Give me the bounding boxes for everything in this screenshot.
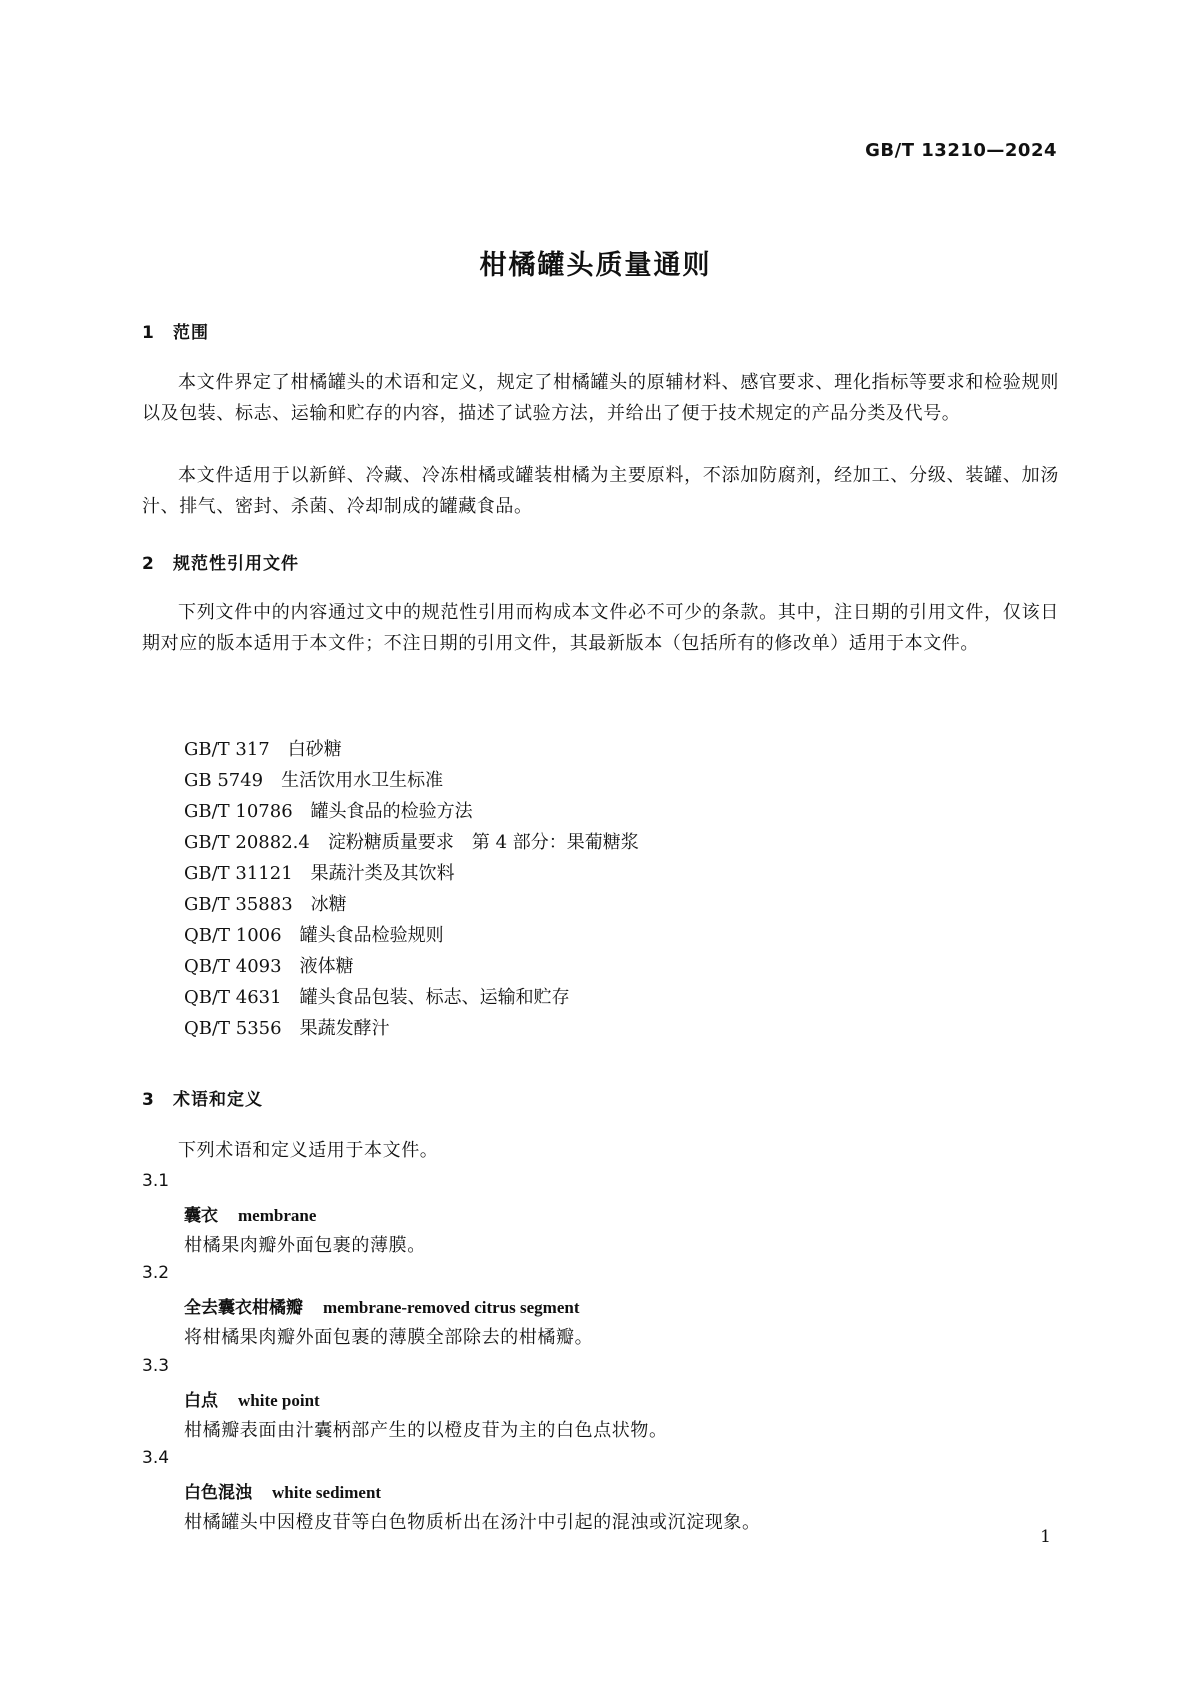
page-number: 1 [1040, 1527, 1051, 1547]
section-heading-terms [142, 1085, 263, 1110]
reference-list [184, 734, 639, 1044]
scope-paragraph-1: 本文件界定了柑橘罐头的术语和定义，规定了柑橘罐头的原辅材料、感官要求、理化指标等要求和检验规则以及包装、标志、运输和贮存的内容，描述了试验方法，并给出了便于技术规定的产品分类及代号。 [142, 372, 1059, 424]
reference-code: GB/T 20882.4 [184, 832, 310, 853]
section-title: 术语和定义 [173, 1090, 263, 1110]
term-name-zh: 白点 [184, 1391, 218, 1411]
reference-title: 罐头食品的检验方法 [310, 801, 473, 822]
term-name-zh: 全去囊衣柑橘瓣 [184, 1298, 303, 1318]
term-definition: 将柑橘果肉瓣外面包裹的薄膜全部除去的柑橘瓣。 [184, 1327, 594, 1348]
reference-code: GB/T 10786 [184, 801, 293, 822]
term-number: 3.2 [142, 1263, 170, 1283]
section-title: 规范性引用文件 [173, 554, 299, 574]
reference-title: 果蔬发酵汁 [299, 1018, 390, 1039]
reference-title: 罐头食品检验规则 [299, 925, 444, 946]
reference-item [184, 858, 639, 889]
term-name-en: white sediment [272, 1483, 382, 1502]
reference-code: QB/T 5356 [184, 1018, 282, 1039]
reference-item [184, 951, 639, 982]
term-number: 3.4 [142, 1448, 170, 1468]
section-number: 3 [142, 1090, 155, 1110]
section-heading-scope [142, 318, 209, 343]
reference-code: QB/T 4093 [184, 956, 282, 977]
reference-item [184, 1013, 639, 1044]
term-number: 3.3 [142, 1356, 170, 1376]
reference-title: 液体糖 [299, 956, 354, 977]
term-number: 3.1 [142, 1171, 170, 1191]
reference-item [184, 920, 639, 951]
terms-intro: 下列术语和定义适用于本文件。 [178, 1140, 439, 1161]
reference-title: 生活饮用水卫生标准 [281, 770, 444, 791]
term-name-en: white point [238, 1391, 320, 1410]
term-name-zh: 囊衣 [184, 1206, 218, 1226]
reference-item [184, 796, 639, 827]
scope-paragraph-2: 本文件适用于以新鲜、冷藏、冷冻柑橘或罐装柑橘为主要原料，不添加防腐剂，经加工、分级、装罐、加汤汁、排气、密封、杀菌、冷却制成的罐藏食品。 [142, 465, 1059, 517]
term-name [184, 1478, 381, 1503]
reference-code: GB/T 35883 [184, 894, 293, 915]
reference-title: 罐头食品包装、标志、运输和贮存 [299, 987, 570, 1008]
term-name-zh: 白色混浊 [184, 1483, 252, 1503]
reference-title: 果蔬汁类及其饮料 [310, 863, 455, 884]
reference-title: 冰糖 [310, 894, 347, 915]
reference-title: 白砂糖 [287, 739, 342, 760]
reference-code: GB 5749 [184, 770, 264, 791]
reference-code: GB/T 317 [184, 739, 270, 760]
reference-title: 淀粉糖质量要求 第 4 部分：果葡糖浆 [327, 832, 639, 853]
term-name-en: membrane-removed citrus segment [323, 1298, 580, 1317]
reference-item [184, 734, 639, 765]
reference-item [184, 982, 639, 1013]
references-intro: 下列文件中的内容通过文中的规范性引用而构成本文件必不可少的条款。其中，注日期的引用文件，仅该日期对应的版本适用于本文件；不注日期的引用文件，其最新版本（包括所有的修改单）适用于本文件。 [142, 602, 1059, 654]
document-title: 柑橘罐头质量通则 [479, 250, 712, 281]
term-name [184, 1293, 580, 1318]
reference-code: QB/T 1006 [184, 925, 282, 946]
reference-code: QB/T 4631 [184, 987, 282, 1008]
term-name-en: membrane [238, 1206, 317, 1225]
reference-item [184, 765, 639, 796]
section-number: 2 [142, 554, 155, 574]
term-definition: 柑橘果肉瓣外面包裹的薄膜。 [184, 1235, 426, 1256]
standard-number: GB/T 13210—2024 [865, 140, 1057, 161]
section-heading-normative-references [142, 549, 299, 574]
reference-item [184, 889, 639, 920]
reference-item [184, 827, 639, 858]
term-definition: 柑橘瓣表面由汁囊柄部产生的以橙皮苷为主的白色点状物。 [184, 1420, 668, 1441]
section-title: 范围 [173, 323, 209, 343]
reference-code: GB/T 31121 [184, 863, 293, 884]
section-number: 1 [142, 323, 155, 343]
term-definition: 柑橘罐头中因橙皮苷等白色物质析出在汤汁中引起的混浊或沉淀现象。 [184, 1512, 761, 1533]
term-name [184, 1386, 320, 1411]
term-name [184, 1201, 316, 1226]
